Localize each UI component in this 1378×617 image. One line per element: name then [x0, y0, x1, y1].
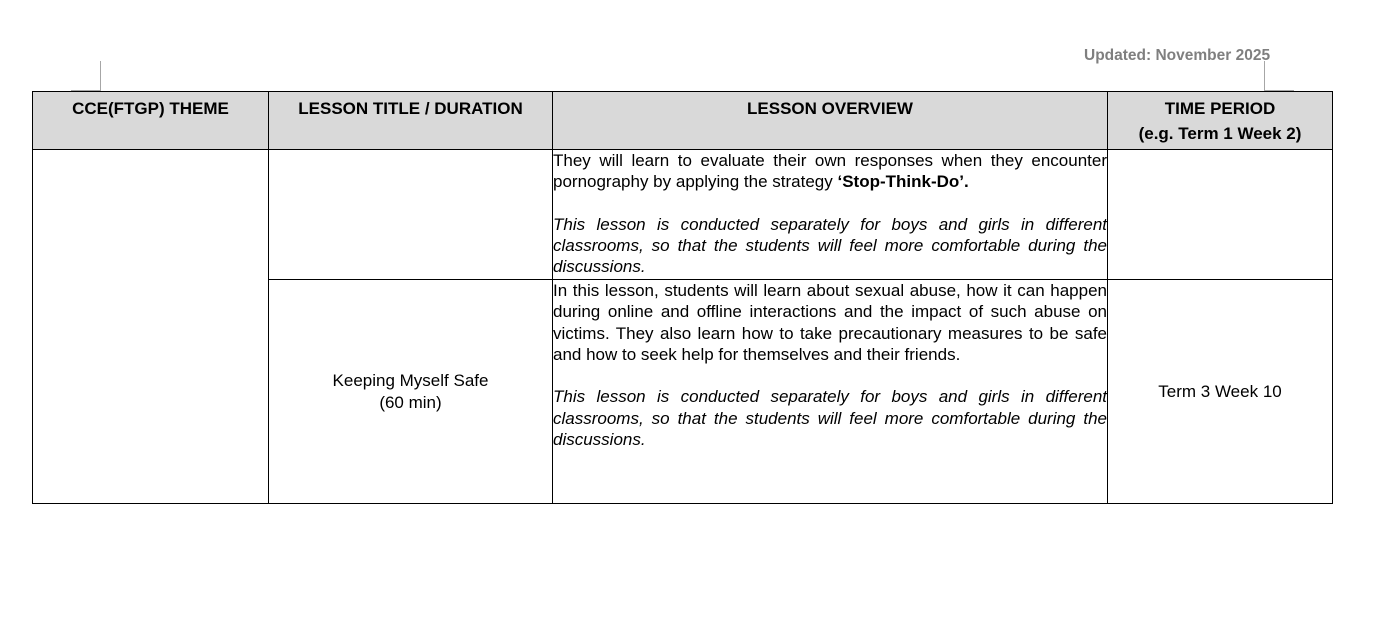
overview-cell	[553, 280, 1108, 504]
overview-strategy-name: ‘Stop-Think-Do’.	[837, 172, 969, 192]
lesson-duration: (60 min)	[379, 392, 442, 412]
theme-cell	[33, 150, 269, 504]
crop-mark-left-vertical	[100, 61, 101, 90]
lesson-plan-table	[32, 91, 1333, 504]
header-time-period-line2: (e.g. Term 1 Week 2)	[1138, 124, 1302, 144]
crop-mark-right-vertical	[1264, 61, 1265, 90]
overview-note: This lesson is conducted separately for boys and girls in different classrooms, so that the students will feel more comfortable during the discussions.	[553, 387, 1107, 450]
overview-text: They will learn to evaluate their own responses when they encounter pornography by applying the strategy	[553, 151, 1107, 192]
header-overview: LESSON OVERVIEW	[553, 92, 1108, 150]
lesson-title-cell	[269, 150, 553, 280]
header-time-period-line1: TIME PERIOD	[1164, 99, 1276, 118]
header-theme: CCE(FTGP) THEME	[33, 92, 269, 150]
lesson-title: Keeping Myself Safe	[332, 371, 489, 391]
header-lesson-title: LESSON TITLE / DURATION	[269, 92, 553, 150]
table-row	[33, 150, 1333, 280]
overview-cell	[553, 150, 1108, 280]
header-time-period	[1108, 92, 1333, 150]
overview-note: This lesson is conducted separately for boys and girls in different classrooms, so that the students will feel more comfortable during the discussions.	[553, 214, 1107, 277]
time-period-cell	[1108, 150, 1333, 280]
time-period-cell: Term 3 Week 10	[1108, 280, 1333, 504]
overview-paragraph: In this lesson, students will learn about sexual abuse, how it can happen during online and offline interactions and the impact of such abuse on victims. They also learn how to take precautionary measures to be safe and how to seek help for themselves and their friends.	[553, 281, 1107, 364]
updated-date: Updated: November 2025	[1084, 47, 1271, 64]
lesson-title-cell	[269, 280, 553, 504]
overview-paragraph	[553, 150, 1107, 193]
header-row	[33, 92, 1333, 150]
